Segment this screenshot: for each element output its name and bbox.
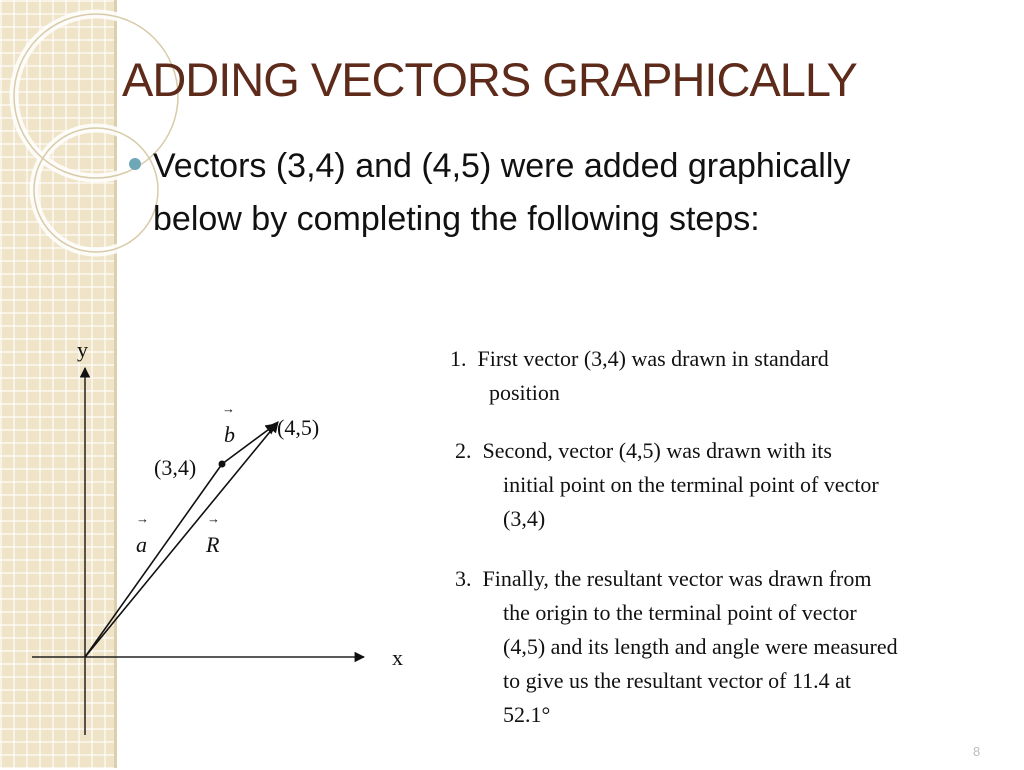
- vector-r-label: R: [206, 532, 220, 557]
- y-axis-label: y: [77, 337, 88, 362]
- step-text-line: Finally, the resultant vector was drawn from: [482, 566, 872, 591]
- step-text-line: to give us the resultant vector of 11.4 at: [503, 668, 852, 693]
- vector-a-label: a: [136, 532, 147, 557]
- vector-a-line: [85, 464, 222, 657]
- slide-title: ADDING VECTORS GRAPHICALLY: [122, 53, 857, 106]
- vector-b-label: b: [224, 422, 235, 447]
- step-text-line: First vector (3,4) was drawn in standard: [477, 346, 829, 371]
- step-number: 3.: [455, 566, 472, 591]
- x-axis-label: x: [392, 645, 403, 670]
- page-number: 8: [973, 744, 981, 759]
- vector-r-arrow: →: [207, 511, 220, 526]
- step-text-line: (4,5) and its length and angle were measured: [503, 634, 898, 659]
- bullet-marker: [129, 158, 141, 170]
- vector-a-arrow: →: [136, 511, 149, 526]
- step-text-line: 52.1°: [503, 702, 551, 727]
- step-item: [455, 434, 879, 536]
- step-item: [455, 562, 898, 732]
- step-text-line: Second, vector (4,5) was drawn with its: [482, 438, 832, 463]
- point-b-label: (4,5): [277, 415, 320, 440]
- step-number: 1.: [450, 346, 467, 371]
- bullet-text: Vectors (3,4) and (4,5) were added graphically below by completing the following steps:: [153, 147, 851, 238]
- step-text-line: the origin to the terminal point of vector: [503, 600, 857, 625]
- point-a-label: (3,4): [154, 455, 197, 480]
- step-number: 2.: [455, 438, 472, 463]
- step-text-line: initial point on the terminal point of vector: [503, 472, 879, 497]
- vector-diagram: [0, 330, 440, 770]
- step-item: [450, 342, 829, 410]
- vector-b-arrow: →: [222, 401, 235, 416]
- step-text-line: position: [489, 380, 560, 405]
- step-text-line: (3,4): [503, 506, 546, 531]
